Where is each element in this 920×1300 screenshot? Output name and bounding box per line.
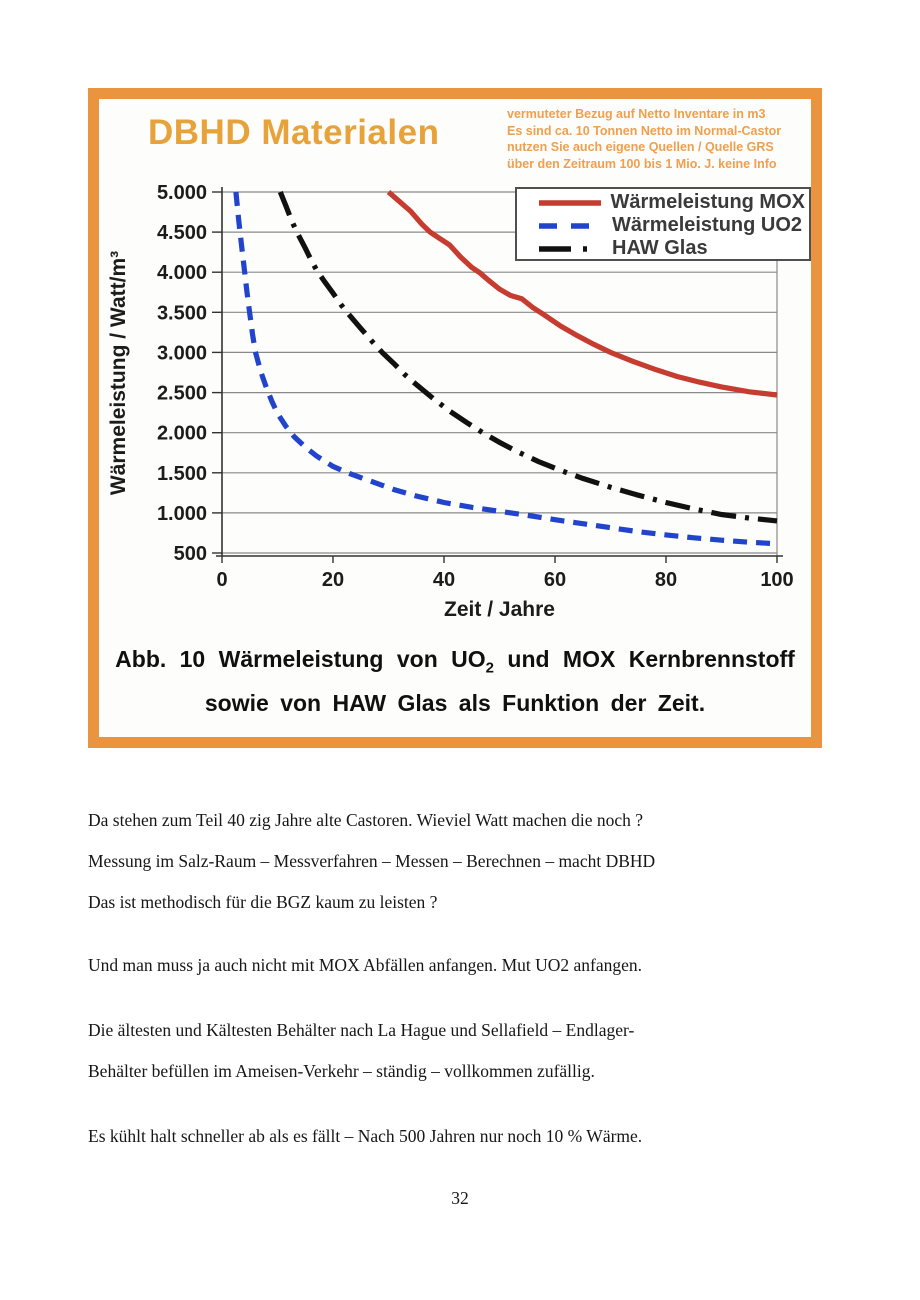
chart-title: DBHD Materialen: [148, 113, 440, 152]
chart-note-line: nutzen Sie auch eigene Quellen / Quelle GRS: [507, 140, 774, 154]
chart-legend: [515, 187, 811, 261]
caption-subscript: 2: [485, 659, 494, 677]
caption-text: und MOX Kernbrennstoff: [494, 646, 795, 672]
legend-mox-line-icon: [537, 199, 602, 207]
paragraph: Es kühlt halt schneller ab als es fällt – Nach 500 Jahren nur noch 10 % Wärme.: [88, 1126, 643, 1146]
legend-label-mox: Wärmeleistung MOX: [610, 191, 805, 213]
y-tick-label: 5.000: [156, 182, 207, 204]
x-axis-title: Zeit / Jahre: [444, 598, 555, 621]
legend-haw-line-icon: [537, 245, 603, 253]
x-tick-label: 100: [760, 569, 794, 591]
y-axis-title: Wärmeleistung / Watt/m³: [107, 250, 130, 496]
legend-item-mox: [537, 191, 805, 214]
chart-note-line: Es sind ca. 10 Tonnen Netto im Normal-Castor: [507, 123, 782, 138]
x-tick-label: 40: [432, 569, 456, 591]
legend-item-haw: [537, 237, 805, 260]
x-tick-label: 60: [543, 569, 567, 591]
x-tick-label: 0: [216, 569, 228, 591]
heat-output-line-chart: [99, 99, 811, 644]
y-tick-label: 1.500: [156, 462, 207, 485]
chart-note-line: über den Zeitraum 100 bis 1 Mio. J. keine Info: [507, 156, 777, 171]
chart-note-line: vermuteter Bezug auf Netto Inventare in m3: [507, 107, 766, 121]
paragraph: Die ältesten und Kältesten Behälter nach La Hague und Sellafield – Endlager-: [88, 1020, 635, 1040]
y-tick-label: 2.500: [156, 382, 207, 405]
page-number: 32: [451, 1188, 469, 1208]
legend-item-uo2: [537, 214, 805, 237]
y-tick-label: 2.000: [156, 422, 207, 445]
legend-label-uo2: Wärmeleistung UO2: [612, 214, 803, 236]
caption-text: Abb. 10 Wärmeleistung von UO: [115, 646, 486, 672]
y-tick-label: 1.000: [156, 502, 207, 525]
paragraph: Messung im Salz-Raum – Messverfahren – Messen – Berechnen – macht DBHD: [88, 851, 656, 871]
paragraph: Das ist methodisch für die BGZ kaum zu leisten ?: [88, 892, 438, 912]
figure-caption-line1: [105, 646, 805, 677]
legend-uo2-line-icon: [537, 222, 603, 230]
y-tick-label: 500: [173, 543, 207, 565]
figure-frame: [88, 88, 822, 748]
y-tick-label: 4.500: [156, 222, 207, 245]
paragraph: Behälter befüllen im Ameisen-Verkehr – ständig – vollkommen zufällig.: [88, 1061, 595, 1081]
x-tick-label: 20: [321, 569, 345, 591]
y-tick-label: 3.000: [156, 342, 207, 365]
paragraph: Da stehen zum Teil 40 zig Jahre alte Castoren. Wieviel Watt machen die noch ?: [88, 810, 644, 830]
y-tick-label: 3.500: [156, 302, 207, 325]
figure-caption-line2: sowie von HAW Glas als Funktion der Zeit.: [204, 690, 706, 716]
legend-label-haw: HAW Glas: [612, 237, 708, 259]
x-tick-label: 80: [654, 569, 678, 591]
y-tick-label: 4.000: [156, 262, 207, 285]
paragraph: Und man muss ja auch nicht mit MOX Abfällen anfangen. Mut UO2 anfangen.: [88, 955, 643, 975]
